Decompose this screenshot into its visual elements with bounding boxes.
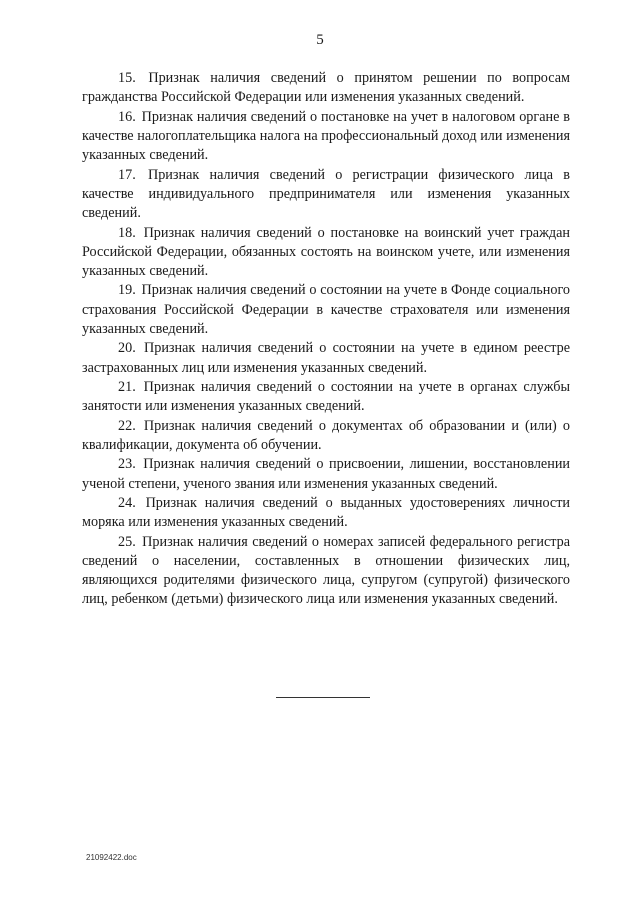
item-number: 19. [118,282,136,299]
list-item [82,339,570,377]
item-text: Признак наличия сведений о документах об образовании и (или) о квалификации, документа об обучении. [82,417,571,453]
item-text: Признак наличия сведений о состоянии на учете в органах службы занятости или изменения указанных сведений. [82,379,570,415]
item-number: 22. [118,417,136,434]
item-text: Признак наличия сведений о выданных удостоверениях личности моряка или изменения указанных сведений. [82,495,571,531]
item-number: 15. [118,70,136,86]
list-item [82,533,570,610]
list-item [82,281,570,339]
item-text: Признак наличия сведений о регистрации физического лица в качестве индивидуального предпринимателя или изменения указанных сведений. [82,166,571,222]
item-text: Признак наличия сведений о принятом решении по вопросам гражданства Российской Федерации или изменения указанных сведений. [82,70,571,106]
item-number: 23. [118,456,136,473]
item-text: Признак наличия сведений о состоянии на учете в Фонде социального страхования Российской Федерации в качестве страхователя или изменения указанных сведений. [82,282,570,337]
list-item [82,224,570,282]
end-separator-line [276,697,370,698]
list-item [82,455,570,493]
list-item [82,108,570,166]
page-number: 5 [316,32,324,48]
item-number: 21. [118,379,136,396]
item-number: 20. [118,340,136,357]
list-item [82,494,570,532]
list-item [82,417,570,455]
item-text: Признак наличия сведений о постановке на воинский учет граждан Российской Федерации, обязанных состоять на воинском учете, или изменения указанных сведений. [82,224,571,279]
item-text: Признак наличия сведений о состоянии на учете в едином реестре застрахованных лиц или изменения указанных сведений. [82,340,571,376]
document-body [82,69,570,610]
item-number: 18. [118,224,136,241]
item-number: 25. [118,533,136,550]
item-text: Признак наличия сведений о постановке на учет в налоговом органе в качестве налогоплательщика налога на профессиональный доход или изменения указанных сведений. [82,108,571,164]
item-number: 16. [118,108,136,125]
item-text: Признак наличия сведений о номерах записей федерального регистра сведений о населении, составленных в отношении физических лиц, являющихся родителями физического лица, супругом (супругой) физического лиц, ребенком (детьми) физического лица или изменения указанных сведений. [82,533,570,608]
item-number: 24. [118,495,136,512]
list-item [82,69,570,107]
item-text: Признак наличия сведений о присвоении, лишении, восстановлении ученой степени, ученого звания или изменения указанных сведений. [82,456,571,492]
list-item [82,378,570,416]
item-number: 17. [118,166,136,183]
list-item [82,166,570,224]
document-code: 21092422.doc [86,853,137,862]
